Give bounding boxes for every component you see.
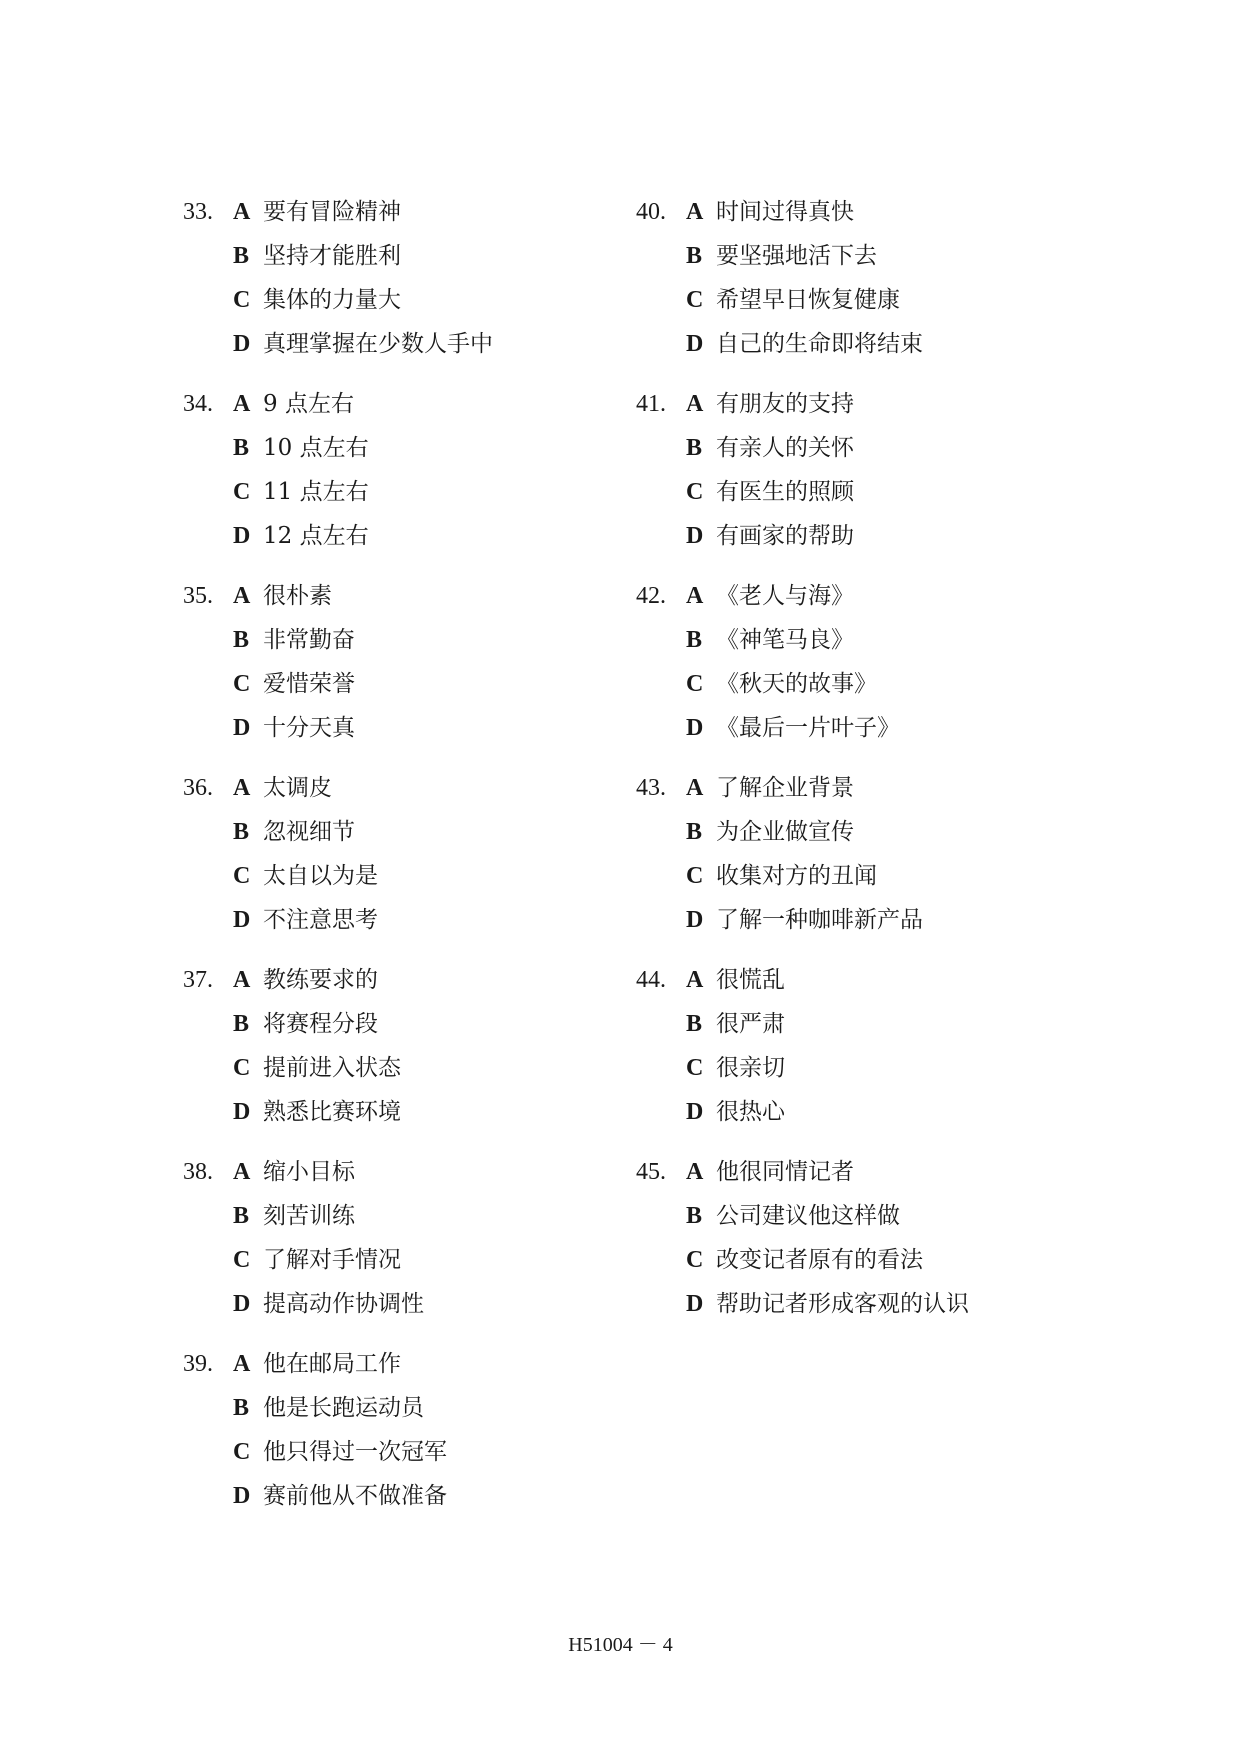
option-b [636, 618, 854, 662]
option-letter: A [233, 583, 251, 609]
option-letter: D [686, 523, 704, 549]
option-letter: D [686, 1291, 704, 1317]
page-footer: H51004 － 4 [568, 1634, 673, 1656]
option-c [183, 470, 369, 514]
option-d [183, 898, 378, 942]
option-b [636, 810, 854, 854]
option-letter: D [233, 1291, 251, 1317]
option-letter: C [686, 1055, 704, 1081]
option-d [636, 1090, 785, 1134]
option-d [636, 1282, 969, 1326]
option-letter: C [233, 479, 251, 505]
option-letter: A [233, 391, 251, 417]
option-letter: A [233, 199, 251, 225]
option-text: 《老人与海》 [716, 583, 854, 609]
question-number: 39. [183, 1351, 213, 1377]
option-letter: A [233, 775, 251, 801]
option-c [636, 278, 900, 322]
option-c [636, 662, 877, 706]
option-text: 要坚强地活下去 [716, 243, 877, 269]
option-text: 《神笔马良》 [716, 627, 854, 653]
option-letter: A [686, 199, 704, 225]
option-text: 坚持才能胜利 [263, 243, 401, 269]
option-b [183, 1194, 355, 1238]
option-letter: C [686, 479, 704, 505]
option-letter: C [233, 1247, 251, 1273]
option-text: 他在邮局工作 [263, 1351, 401, 1377]
question-number: 36. [183, 775, 213, 801]
option-letter: B [233, 627, 250, 653]
option-b [183, 234, 401, 278]
option-text: 了解一种咖啡新产品 [716, 907, 923, 933]
option-letter: B [686, 1011, 703, 1037]
option-text: 帮助记者形成客观的认识 [716, 1291, 969, 1317]
option-text: 很热心 [716, 1099, 785, 1125]
option-text: 10 点左右 [263, 435, 369, 461]
option-a [636, 190, 854, 234]
option-letter: B [686, 1203, 703, 1229]
question-number: 35. [183, 583, 213, 609]
option-a [636, 766, 854, 810]
option-a [183, 766, 332, 810]
option-text: 12 点左右 [263, 523, 369, 549]
option-a [183, 190, 401, 234]
option-d [183, 514, 369, 558]
option-text: 很慌乱 [716, 967, 785, 993]
option-text: 为企业做宣传 [716, 819, 854, 845]
option-letter: C [233, 671, 251, 697]
option-letter: C [686, 671, 704, 697]
option-b [183, 810, 355, 854]
option-text: 有朋友的支持 [716, 391, 854, 417]
option-c [183, 854, 378, 898]
option-b [183, 426, 369, 470]
option-letter: B [233, 819, 250, 845]
option-letter: B [233, 435, 250, 461]
option-b [183, 618, 355, 662]
option-text: 要有冒险精神 [263, 199, 401, 225]
option-text: 爱惜荣誉 [263, 671, 355, 697]
option-text: 十分天真 [263, 715, 355, 741]
option-text: 非常勤奋 [263, 627, 355, 653]
option-letter: D [686, 331, 704, 357]
question-number: 34. [183, 391, 213, 417]
option-text: 将赛程分段 [263, 1011, 378, 1037]
option-text: 收集对方的丑闻 [716, 863, 877, 889]
option-text: 希望早日恢复健康 [716, 287, 900, 313]
option-letter: A [686, 391, 704, 417]
option-letter: D [233, 331, 251, 357]
option-letter: A [686, 967, 704, 993]
option-c [636, 854, 877, 898]
option-text: 刻苦训练 [263, 1203, 355, 1229]
option-text: 了解对手情况 [263, 1247, 401, 1273]
option-letter: B [686, 819, 703, 845]
option-text: 自己的生命即将结束 [716, 331, 923, 357]
option-d [636, 514, 854, 558]
option-a [183, 1342, 401, 1386]
question-number: 42. [636, 583, 666, 609]
question-number: 37. [183, 967, 213, 993]
option-d [636, 322, 923, 366]
option-text: 有亲人的关怀 [716, 435, 854, 461]
option-a [183, 958, 378, 1002]
option-a [636, 382, 854, 426]
option-letter: C [233, 1055, 251, 1081]
option-letter: D [686, 1099, 704, 1125]
option-d [183, 1474, 447, 1518]
question-number: 41. [636, 391, 666, 417]
option-letter: C [686, 863, 704, 889]
option-text: 他是长跑运动员 [263, 1395, 424, 1421]
option-letter: A [686, 583, 704, 609]
option-c [183, 1430, 447, 1474]
question-number: 40. [636, 199, 666, 225]
option-text: 真理掌握在少数人手中 [263, 331, 493, 357]
option-b [636, 426, 854, 470]
option-text: 很朴素 [263, 583, 332, 609]
option-letter: D [686, 715, 704, 741]
question-number: 38. [183, 1159, 213, 1185]
option-text: 不注意思考 [263, 907, 378, 933]
option-letter: A [233, 967, 251, 993]
option-letter: B [686, 627, 703, 653]
option-text: 他很同情记者 [716, 1159, 854, 1185]
option-letter: D [233, 907, 251, 933]
option-b [636, 1002, 785, 1046]
option-letter: B [686, 435, 703, 461]
option-c [183, 662, 355, 706]
option-text: 了解企业背景 [716, 775, 854, 801]
option-d [636, 898, 923, 942]
option-letter: B [233, 1011, 250, 1037]
option-letter: B [233, 1395, 250, 1421]
option-text: 他只得过一次冠军 [263, 1439, 447, 1465]
option-text: 有医生的照顾 [716, 479, 854, 505]
option-c [636, 1238, 923, 1282]
option-c [183, 278, 401, 322]
option-text: 提高动作协调性 [263, 1291, 424, 1317]
option-text: 太调皮 [263, 775, 332, 801]
option-a [183, 1150, 355, 1194]
option-letter: D [233, 1099, 251, 1125]
option-a [183, 382, 354, 426]
option-letter: D [686, 907, 704, 933]
option-text: 有画家的帮助 [716, 523, 854, 549]
option-text: 《最后一片叶子》 [716, 715, 900, 741]
question-number: 43. [636, 775, 666, 801]
option-c [636, 1046, 785, 1090]
option-letter: B [686, 243, 703, 269]
option-letter: D [233, 1483, 251, 1509]
option-d [636, 706, 900, 750]
question-number: 45. [636, 1159, 666, 1185]
option-b [183, 1386, 424, 1430]
question-number: 44. [636, 967, 666, 993]
option-text: 《秋天的故事》 [716, 671, 877, 697]
option-d [183, 1090, 401, 1134]
option-letter: A [233, 1351, 251, 1377]
option-d [183, 322, 493, 366]
question-number: 33. [183, 199, 213, 225]
option-letter: C [233, 1439, 251, 1465]
option-text: 很严肃 [716, 1011, 785, 1037]
option-letter: C [686, 287, 704, 313]
option-letter: C [233, 863, 251, 889]
option-text: 提前进入状态 [263, 1055, 401, 1081]
option-letter: D [233, 523, 251, 549]
option-b [636, 1194, 900, 1238]
option-c [183, 1046, 401, 1090]
option-text: 赛前他从不做准备 [263, 1483, 447, 1509]
option-d [183, 706, 355, 750]
option-text: 教练要求的 [263, 967, 378, 993]
option-text: 时间过得真快 [716, 199, 854, 225]
option-c [183, 1238, 401, 1282]
option-b [636, 234, 877, 278]
option-letter: A [686, 775, 704, 801]
option-d [183, 1282, 424, 1326]
option-text: 太自以为是 [263, 863, 378, 889]
option-text: 集体的力量大 [263, 287, 401, 313]
option-text: 很亲切 [716, 1055, 785, 1081]
option-a [636, 574, 854, 618]
option-letter: C [233, 287, 251, 313]
option-text: 改变记者原有的看法 [716, 1247, 923, 1273]
option-letter: A [233, 1159, 251, 1185]
option-letter: B [233, 1203, 250, 1229]
option-a [183, 574, 332, 618]
option-letter: C [686, 1247, 704, 1273]
option-text: 熟悉比赛环境 [263, 1099, 401, 1125]
option-letter: A [686, 1159, 704, 1185]
option-text: 公司建议他这样做 [716, 1203, 900, 1229]
option-letter: B [233, 243, 250, 269]
option-b [183, 1002, 378, 1046]
option-text: 11 点左右 [263, 479, 369, 505]
option-a [636, 958, 785, 1002]
option-text: 忽视细节 [263, 819, 355, 845]
option-letter: D [233, 715, 251, 741]
option-text: 9 点左右 [263, 391, 354, 417]
option-a [636, 1150, 854, 1194]
option-c [636, 470, 854, 514]
option-text: 缩小目标 [263, 1159, 355, 1185]
